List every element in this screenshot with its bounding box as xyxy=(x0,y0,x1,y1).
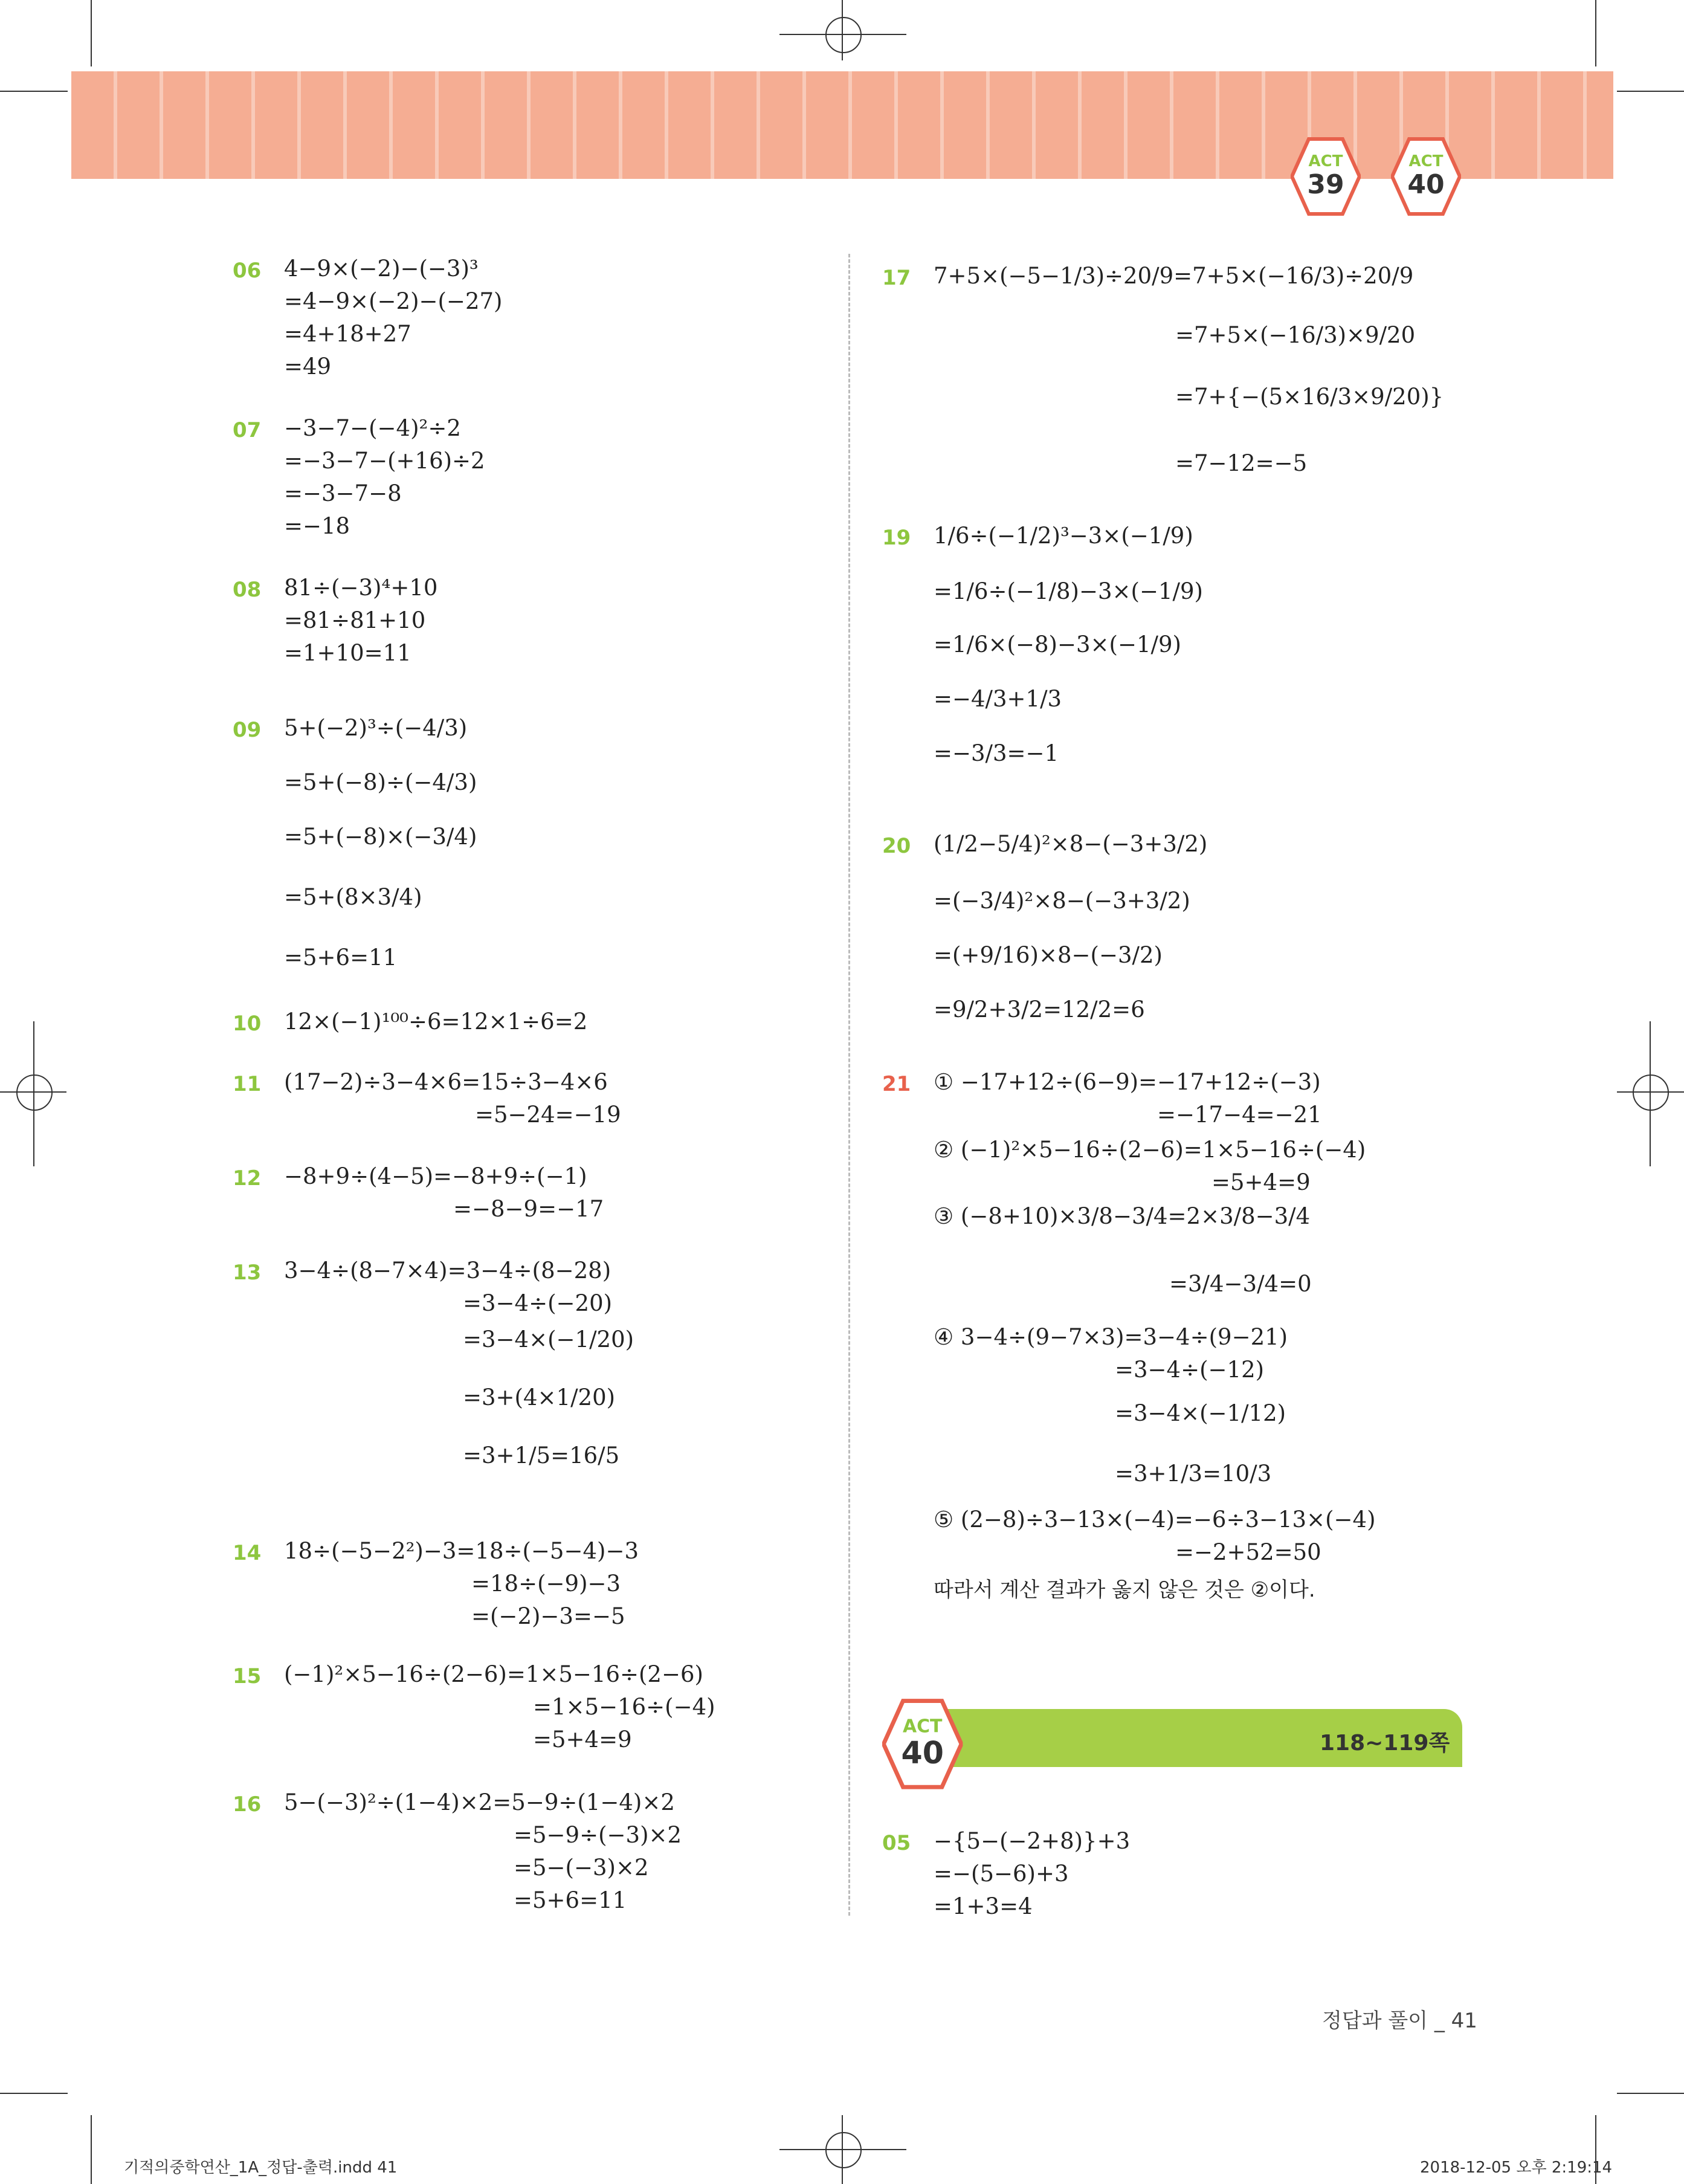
slug-date: 2018-12-05 오후 2:19:14 xyxy=(1420,2159,1613,2177)
conclusion-text: 따라서 계산 결과가 옳지 않은 것은 ②이다. xyxy=(934,1578,1315,1602)
problem-number: 05 xyxy=(882,1831,911,1855)
solution-line: =5+6=11 xyxy=(514,1887,627,1913)
solution-line: −8+9÷(4−5)=−8+9÷(−1) xyxy=(284,1163,587,1189)
slug-file: 기적의중학연산_1A_정답-출력.indd 41 xyxy=(124,2159,398,2177)
crop-mark xyxy=(0,2093,68,2094)
solution-line: =5−9÷(−3)×2 xyxy=(514,1822,682,1848)
header-band xyxy=(71,71,1613,179)
problem-number: 13 xyxy=(233,1261,262,1285)
solution-line: =−(5−6)+3 xyxy=(934,1861,1069,1887)
crop-mark xyxy=(0,91,68,92)
solution-line: =4−9×(−2)−(−27) xyxy=(284,288,503,314)
solution-line: (1/2−5/4)²×8−(−3+3/2) xyxy=(934,831,1208,857)
solution-line: =−3−7−(+16)÷2 xyxy=(284,448,485,474)
problem-number: 10 xyxy=(233,1012,262,1036)
badge-act-number: 39 xyxy=(1307,169,1344,200)
solution-line: =5−(−3)×2 xyxy=(514,1855,649,1881)
problem-number: 11 xyxy=(233,1072,262,1096)
solution-line: (17−2)÷3−4×6=15÷3−4×6 xyxy=(284,1069,608,1095)
solution-line: 81÷(−3)⁴+10 xyxy=(284,575,438,601)
solution-line: =7−12=−5 xyxy=(1175,450,1308,476)
solution-line: −{5−(−2+8)}+3 xyxy=(934,1828,1131,1854)
solution-line: 5−(−3)²÷(1−4)×2=5−9÷(1−4)×2 xyxy=(284,1789,675,1815)
solution-line: =4+18+27 xyxy=(284,321,411,347)
solution-line: =3+(4×1/20) xyxy=(463,1384,616,1410)
solution-line: =−3/3=−1 xyxy=(934,740,1059,766)
solution-line: =(+9/16)×8−(−3/2) xyxy=(934,942,1163,968)
solution-line: =−2+52=50 xyxy=(1175,1539,1321,1565)
solution-line: =5+4=9 xyxy=(533,1727,632,1753)
solution-line: 7+5×(−5−1/3)÷20/9=7+5×(−16/3)÷20/9 xyxy=(934,263,1414,289)
solution-line: =9/2+3/2=12/2=6 xyxy=(934,997,1145,1023)
registration-mark xyxy=(825,2132,862,2168)
solution-line: ① −17+12÷(6−9)=−17+12÷(−3) xyxy=(934,1069,1321,1095)
solution-line: =1/6×(−8)−3×(−1/9) xyxy=(934,632,1181,657)
registration-mark xyxy=(825,17,862,53)
solution-line: −3−7−(−4)²÷2 xyxy=(284,415,461,441)
solution-line: =7+5×(−16/3)×9/20 xyxy=(1175,322,1416,348)
solution-line: =−18 xyxy=(284,513,350,539)
solution-line: =3+1/5=16/5 xyxy=(463,1443,620,1468)
solution-line: =5+(−8)÷(−4/3) xyxy=(284,769,477,795)
act-39-badge xyxy=(1291,137,1361,216)
solution-line: =(−2)−3=−5 xyxy=(471,1603,625,1629)
problem-number: 21 xyxy=(882,1072,911,1096)
solution-line: =3−4÷(−12) xyxy=(1115,1357,1265,1383)
problem-number: 12 xyxy=(233,1166,262,1191)
solution-line: ⑤ (2−8)÷3−13×(−4)=−6÷3−13×(−4) xyxy=(934,1507,1376,1533)
badge-act-number: 40 xyxy=(901,1736,944,1771)
solution-line: 5+(−2)³÷(−4/3) xyxy=(284,715,468,741)
crop-mark xyxy=(91,2115,92,2184)
solution-line: =3−4×(−1/12) xyxy=(1115,1400,1286,1426)
solution-line: =1/6÷(−1/8)−3×(−1/9) xyxy=(934,578,1203,604)
solution-line: =81÷81+10 xyxy=(284,607,426,633)
page-footer: 정답과 풀이 _ 41 xyxy=(1322,2009,1477,2033)
solution-line: =5−24=−19 xyxy=(475,1102,621,1128)
solution-line: =−17−4=−21 xyxy=(1157,1102,1322,1128)
solution-line: =1+10=11 xyxy=(284,640,411,666)
solution-line: =18÷(−9)−3 xyxy=(471,1571,621,1597)
problem-number: 16 xyxy=(233,1792,262,1817)
badge-act-number: 40 xyxy=(1407,169,1445,200)
solution-line: ④ 3−4÷(9−7×3)=3−4÷(9−21) xyxy=(934,1324,1288,1350)
solution-line: (−1)²×5−16÷(2−6)=1×5−16÷(2−6) xyxy=(284,1661,703,1687)
solution-line: =5+(8×3/4) xyxy=(284,884,422,910)
solution-line: =−8−9=−17 xyxy=(453,1196,604,1222)
page-range: 118~119쪽 xyxy=(1320,1731,1450,1756)
crop-mark xyxy=(33,1021,34,1166)
problem-number: 06 xyxy=(233,259,262,283)
act-40-badge xyxy=(1391,137,1461,216)
solution-line: =5+6=11 xyxy=(284,945,398,971)
solution-line: 1/6÷(−1/2)³−3×(−1/9) xyxy=(934,523,1193,549)
problem-number: 07 xyxy=(233,418,262,442)
column-divider xyxy=(848,254,850,1916)
solution-line: 12×(−1)¹⁰⁰÷6=12×1÷6=2 xyxy=(284,1009,588,1035)
solution-line: 4−9×(−2)−(−3)³ xyxy=(284,256,479,282)
crop-mark xyxy=(91,0,92,66)
registration-mark xyxy=(1633,1074,1669,1111)
solution-line: =−4/3+1/3 xyxy=(934,686,1062,712)
badge-act-label: ACT xyxy=(902,1716,943,1737)
solution-line: =3−4÷(−20) xyxy=(463,1290,613,1316)
badge-act-label: ACT xyxy=(1408,152,1444,170)
solution-line: =49 xyxy=(284,354,332,380)
problem-number: 09 xyxy=(233,718,262,742)
registration-mark xyxy=(16,1074,53,1111)
solution-line: =5+4=9 xyxy=(1211,1169,1311,1195)
solution-line: =3−4×(−1/20) xyxy=(463,1326,634,1352)
solution-line: =3+1/3=10/3 xyxy=(1115,1461,1272,1487)
crop-mark xyxy=(1617,2093,1684,2094)
problem-number: 19 xyxy=(882,526,911,550)
solution-line: =−3−7−8 xyxy=(284,480,402,506)
badge-act-label: ACT xyxy=(1308,152,1343,170)
problem-number: 15 xyxy=(233,1664,262,1688)
solution-line: =7+{−(5×16/3×9/20)} xyxy=(1175,384,1444,410)
solution-line: =(−3/4)²×8−(−3+3/2) xyxy=(934,888,1190,914)
crop-mark xyxy=(1595,0,1596,66)
solution-line: =5+(−8)×(−3/4) xyxy=(284,824,477,850)
solution-line: ③ (−8+10)×3/8−3/4=2×3/8−3/4 xyxy=(934,1203,1311,1229)
solution-line: =3/4−3/4=0 xyxy=(1169,1271,1312,1297)
solution-line: =1×5−16÷(−4) xyxy=(533,1694,715,1720)
solution-line: =1+3=4 xyxy=(934,1893,1033,1919)
solution-line: 3−4÷(8−7×4)=3−4÷(8−28) xyxy=(284,1258,611,1284)
crop-mark xyxy=(1617,91,1684,92)
problem-number: 17 xyxy=(882,266,911,290)
problem-number: 20 xyxy=(882,834,911,858)
solution-line: ② (−1)²×5−16÷(2−6)=1×5−16÷(−4) xyxy=(934,1137,1366,1163)
problem-number: 14 xyxy=(233,1541,262,1565)
act-40-section-badge xyxy=(882,1698,963,1790)
solution-line: 18÷(−5−2²)−3=18÷(−5−4)−3 xyxy=(284,1538,639,1564)
problem-number: 08 xyxy=(233,578,262,602)
crop-mark xyxy=(1650,1021,1651,1166)
